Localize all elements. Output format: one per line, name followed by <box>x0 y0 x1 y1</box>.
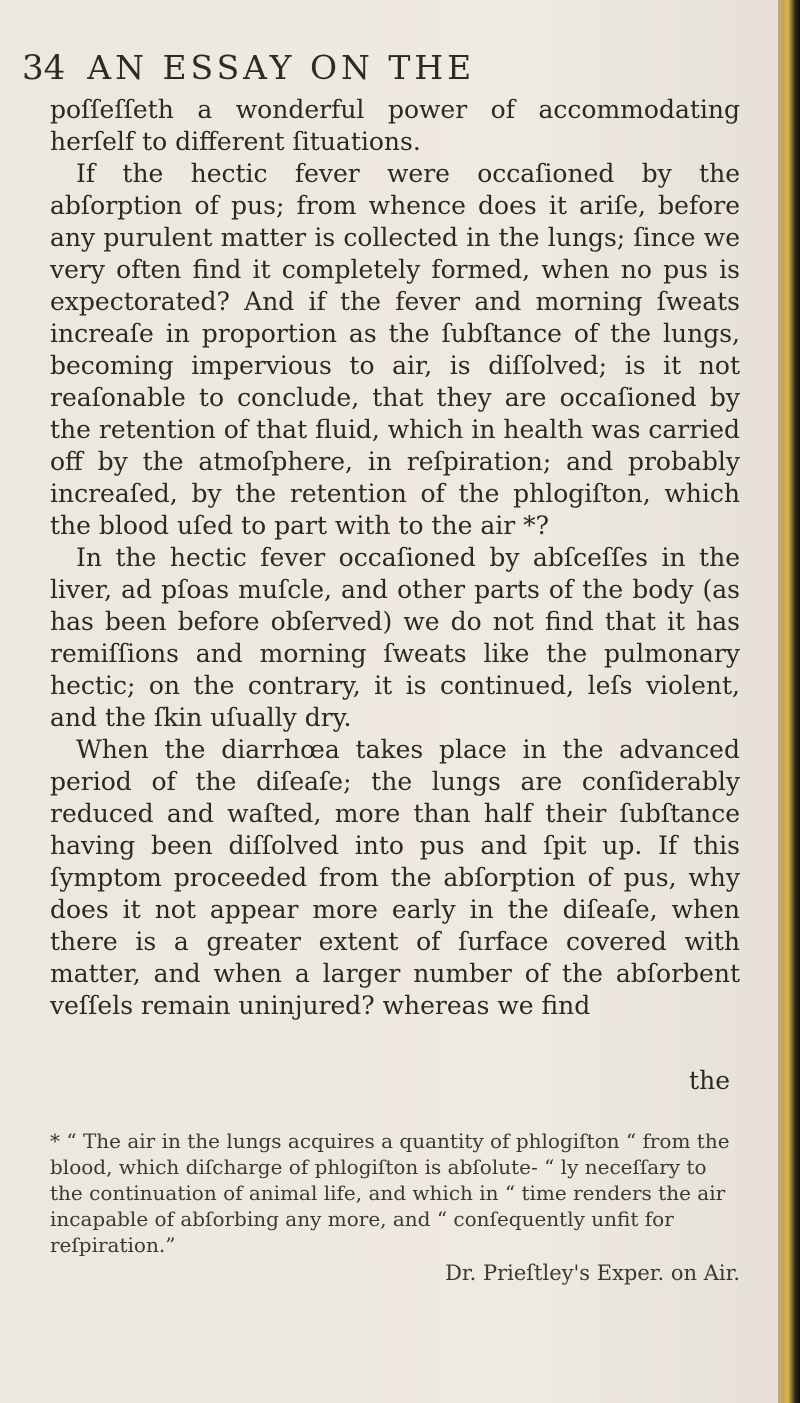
catchword: the <box>689 1066 730 1095</box>
footnote <box>50 1128 740 1286</box>
paragraph: If the hectic fever were occaſioned by the abſorption of pus; from whence does it ariſe, before any purulent matter is collected in the lungs; ſince we very often find it completely formed, when no pus is expectorated? And if the fever and morning ſweats increaſe in proportion as the ſubſtance of the lungs, becoming impervious to air, is diſſolved; is it not reaſonable to conclude, that they are occaſioned by the retention of that fluid, which in health was carried off by the atmoſphere, in reſpiration; and probably increaſed, by the retention of the phlogiſton, which the blood uſed to part with to the air *? <box>50 159 740 540</box>
body-text <box>50 94 740 1022</box>
paragraph: When the diarrhœa takes place in the advanced period of the diſeaſe; the lungs are conſiderably reduced and waſted, more than half their ſubſtance having been diſſolved into pus and ſpit up. If this ſymptom proceeded from the abſorption of pus, why does it not appear more early in the diſeaſe, when there is a greater extent of ſurface covered with matter, and when a larger number of the abſorbent veſſels remain uninjured? whereas we find <box>50 735 740 1020</box>
footnote-source: Dr. Prieſtley's Exper. on Air. <box>445 1261 740 1285</box>
running-header <box>22 40 582 96</box>
running-title: AN ESSAY ON THE <box>87 48 476 87</box>
paragraph: In the hectic fever occaſioned by abſceſſes in the liver, ad pſoas muſcle, and other parts of the body (as has been before obſerved) we do not find that it has remiſſions and morning ſweats like the pulmonary hectic; on the contrary, it is continued, leſs violent, and the ſkin uſually dry. <box>50 543 740 732</box>
paragraph: poſſeſſeth a wonderful power of accommodating herſelf to different ſituations. <box>50 95 740 156</box>
binding-edge <box>778 0 800 1403</box>
page-number: 34 <box>22 48 66 88</box>
footnote-text: * “ The air in the lungs acquires a quantity of phlogiſton “ from the blood, which diſcharge of phlogiſton is abſolute- “ ly neceſſary to the continuation of animal life, and which in “ time renders the air incapable of abſorbing any more, and “ conſequently unfit for reſpiration.” <box>50 1129 730 1257</box>
